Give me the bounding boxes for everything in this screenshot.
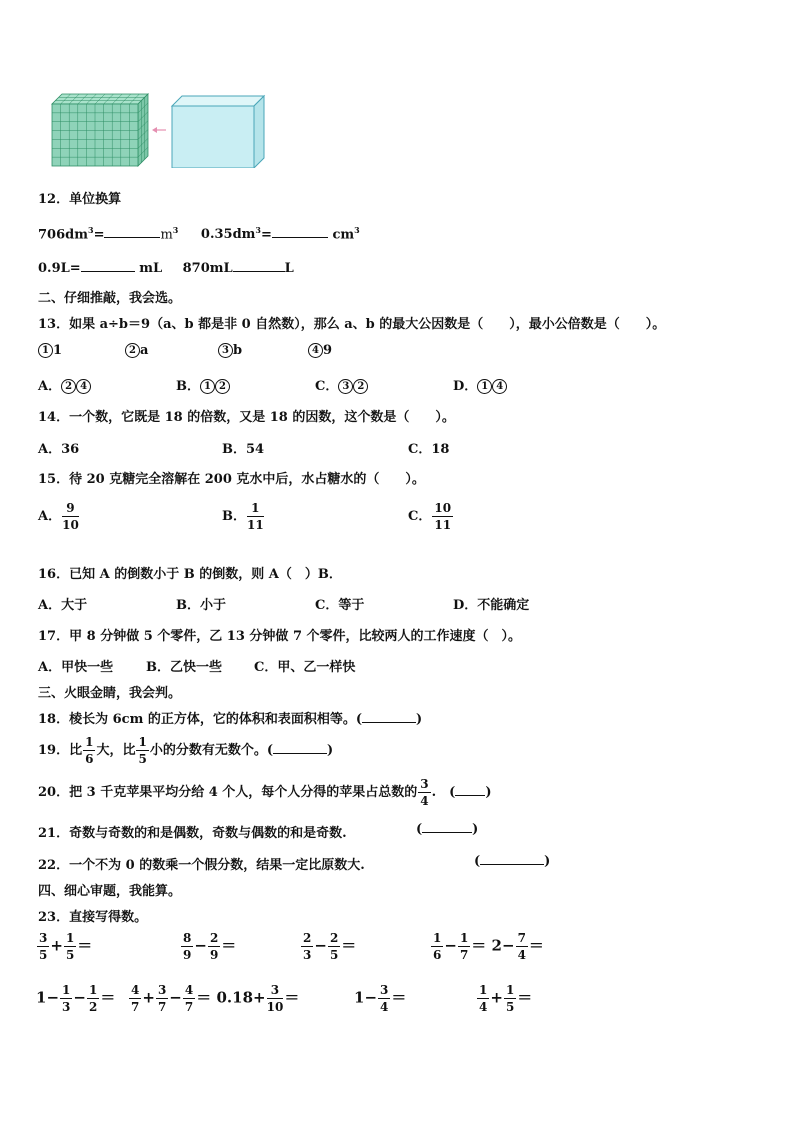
section-4-heading: 四、细心审题，我能算。 [38,884,182,899]
q23-expr-6: $\frac{4}{7}$ + $\frac{3}{7}$ − $\frac{4}{7}$ ＝ 0.18+ $\frac{3}{10}$ ＝ [131,983,300,1014]
q22-text: 22．一个不为 0 的数乘一个假分数，结果一定比原数大. [38,858,365,873]
empty-box [172,96,264,168]
q23-title: 23．直接写得数。 [38,910,148,925]
q16-text: 16．已知 A 的倒数小于 B 的倒数，则 A（ ）B． [38,567,342,582]
q23-expr-8: $\frac{1}{4}$ + $\frac{1}{5}$ ＝ [479,983,533,1014]
q23-expr-4: $\frac{1}{6}$ − $\frac{1}{7}$ ＝ 2− $\frac{7}{4}$ ＝ [433,931,544,962]
q21-text: 21．奇数与奇数的和是偶数，奇数与偶数的和是奇数. [38,826,347,841]
q17-choice-c[interactable]: C．甲、乙一样快 [254,660,356,675]
q21-answer: ( ) [416,822,479,837]
q18: 18．棱长为 6cm 的正方体，它的体积和表面积相等。( ) [38,712,423,727]
q16-choice-a[interactable]: A．大于 [38,598,88,613]
section-2-heading: 二、仔细推敲，我会选。 [38,291,182,306]
q13-option-1: 1 1 [38,343,62,358]
q13-choice-a[interactable]: A． 2 4 [38,375,91,394]
answer-blank[interactable] [273,753,327,754]
q13-option-4: 4 9 [308,343,332,358]
q13-choice-d[interactable]: D． 1 4 [453,375,507,394]
q17-text: 17．甲 8 分钟做 5 个零件，乙 13 分钟做 7 个零件，比较两人的工作速度（ ）。 [38,629,522,644]
q13-option-2: 2 a [125,343,148,358]
q16-choice-c[interactable]: C．等于 [315,598,365,613]
answer-blank[interactable] [422,832,472,833]
volume-figure [48,92,270,168]
q17-choice-b[interactable]: B．乙快一些 [146,660,222,675]
arrow-icon [152,127,166,133]
section-3-heading: 三、火眼金睛，我会判。 [38,686,182,701]
answer-blank[interactable] [480,864,544,865]
q19: 19．比 $\frac{1}{6}$ 大，比 $\frac{1}{5}$ 小的分数有无数个。( ) [38,735,334,766]
q22-answer: ( ) [474,854,551,869]
q13-choice-b[interactable]: B． 1 2 [176,375,230,394]
answer-blank[interactable] [233,271,285,272]
q23-expr-2: $\frac{8}{9}$ − $\frac{2}{9}$ ＝ [183,931,237,962]
q13-choice-c[interactable]: C． 3 2 [315,375,368,394]
q15-choice-c[interactable]: C． $\frac{10}{11}$ [408,501,452,532]
q23-expr-1: $\frac{3}{5}$ + $\frac{1}{5}$ ＝ [39,931,93,962]
q16-choice-d[interactable]: D．不能确定 [453,598,530,613]
q12-line2: 0.9L= mL 870mL L [38,261,294,276]
answer-blank[interactable] [272,237,328,238]
q23-expr-5: 1− $\frac{1}{3}$ − $\frac{1}{2}$ ＝ [36,983,116,1014]
q15-choice-b[interactable]: B． $\frac{1}{11}$ [222,501,264,532]
q15-choice-a[interactable]: A． $\frac{9}{10}$ [38,501,79,532]
answer-blank[interactable] [362,722,416,723]
q15-text: 15．待 20 克糖完全溶解在 200 克水中后，水占糖水的（ ）。 [38,472,425,487]
q14-choice-c[interactable]: C．18 [408,442,450,457]
q17-choice-a[interactable]: A．甲快一些 [38,660,114,675]
q12-title: 12．单位换算 [38,192,122,207]
q23-expr-7: 1− $\frac{3}{4}$ ＝ [354,983,407,1014]
q23-expr-3: $\frac{2}{3}$ − $\frac{2}{5}$ ＝ [303,931,357,962]
q14-choice-a[interactable]: A．36 [38,442,80,457]
q13-option-3: 3 b [218,343,242,358]
q16-choice-b[interactable]: B．小于 [176,598,226,613]
q14-text: 14．一个数，它既是 18 的倍数，又是 18 的因数，这个数是（ ）。 [38,410,455,425]
answer-blank[interactable] [455,795,485,796]
answer-blank[interactable] [104,237,160,238]
answer-blank[interactable] [81,271,135,272]
q12-line1: $706dm^3= m^3$ $0.35dm^3= cm^3$ [38,225,360,243]
q14-choice-b[interactable]: B．54 [222,442,265,457]
q13-text: 13．如果 a÷b＝9（a、b 都是非 0 自然数），那么 a、b 的最大公因数是（ ），最小公倍数是（ ）。 [38,317,666,332]
q20: 20．把 3 千克苹果平均分给 4 个人，每个人分得的苹果占总数的 $\frac{3}{4}$ . ( ) [38,777,492,808]
cube-grid [52,94,148,166]
